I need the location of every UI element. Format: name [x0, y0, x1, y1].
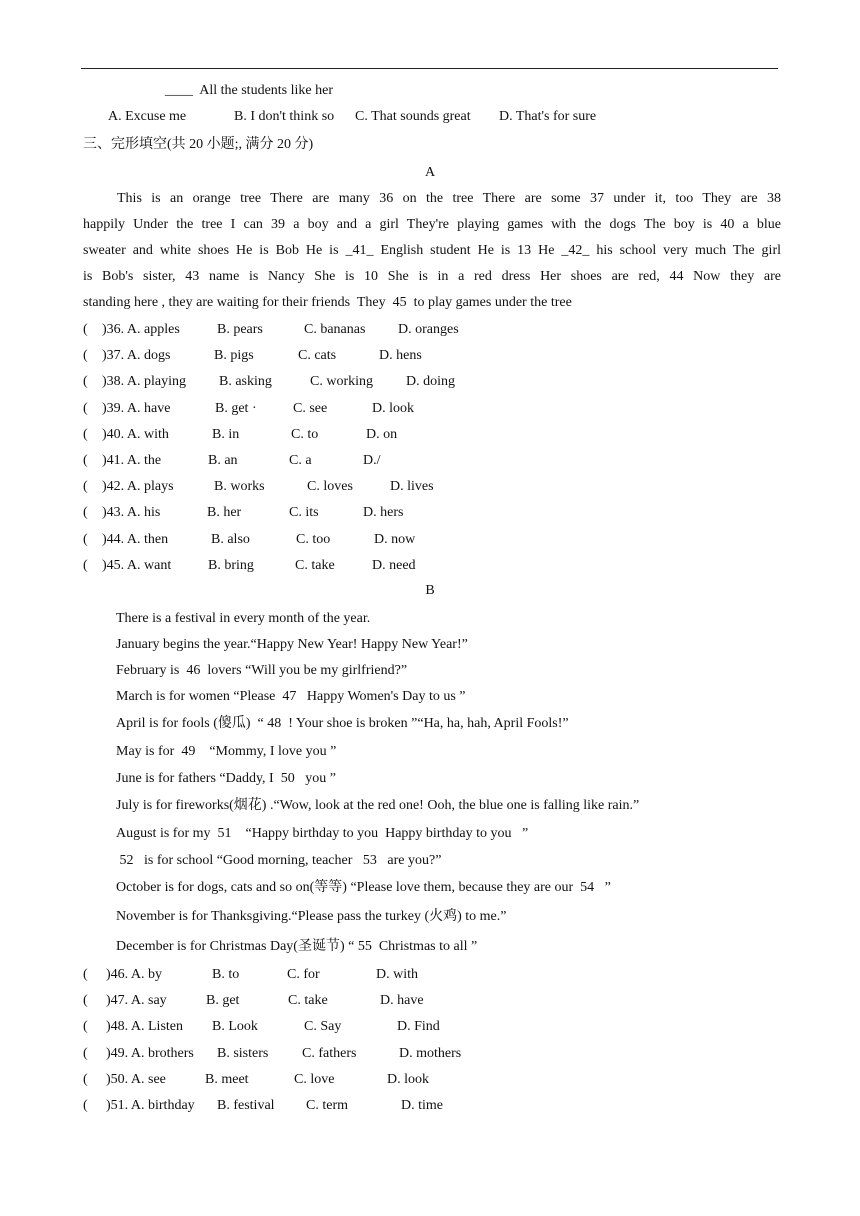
qa-question-1-d: D. hens [379, 348, 422, 364]
section-title: 三、完形填空(共 20 小题;, 满分 20 分) [83, 137, 314, 152]
q35-option-d: D. That's for sure [499, 109, 597, 124]
passage-b-line-9: August is for my 51 “Happy birthday to you Happy birthday to you ” [116, 826, 529, 841]
qb-question-3-num: )49. A. brothers [106, 1045, 194, 1061]
qb-question-4-b: B. meet [205, 1071, 249, 1087]
qa-question-7-c: C. its [289, 505, 319, 521]
qb-question-2-b: B. Look [212, 1019, 258, 1035]
passage-b-line-1: There is a festival in every month of the year. [116, 611, 371, 626]
q35-text: All the students like her [199, 83, 333, 98]
qa-question-0-num: )36. A. apples [102, 322, 180, 337]
qa-question-1-b: B. pigs [214, 348, 254, 364]
qa-question-8-c: C. too [296, 531, 331, 547]
qb-question-1-d: D. have [380, 993, 424, 1009]
qa-question-2-b: B. asking [219, 374, 272, 390]
qb-question-3-b: B. sisters [217, 1045, 269, 1061]
q35-option-c: C. That sounds great [355, 109, 471, 124]
passage-a-line-5: standing here , they are waiting for their friends They 45 to play games under the tree [83, 295, 572, 310]
passage-b-line-4: March is for women “Please 47 Happy Women's Day to us ” [116, 689, 466, 704]
passage-a-label: A [424, 165, 436, 180]
qa-paren-6: ( [83, 479, 88, 495]
qb-question-1-num: )47. A. say [106, 993, 167, 1009]
qb-question-5-num: )51. A. birthday [106, 1098, 195, 1113]
q35-option-b: B. I don't think so [234, 109, 335, 124]
passage-b-line-13: December is for Christmas Day(圣诞节) “ 55 Christmas to all ” [116, 939, 478, 954]
q35-blank: ____ [165, 83, 193, 98]
qb-question-2-c: C. Say [304, 1019, 342, 1035]
qa-question-3-num: )39. A. have [102, 400, 171, 416]
qb-question-2-num: )48. A. Listen [106, 1019, 183, 1035]
qb-paren-1: ( [83, 993, 88, 1009]
qb-paren-4: ( [83, 1071, 88, 1087]
qa-question-9-c: C. take [295, 557, 335, 573]
qa-question-1-num: )37. A. dogs [102, 348, 171, 364]
qa-paren-5: ( [83, 453, 88, 468]
qa-question-2-c: C. working [310, 374, 373, 390]
q35-line [165, 82, 333, 100]
qa-question-4-num: )40. A. with [102, 426, 169, 442]
qa-paren-3: ( [83, 400, 88, 416]
qa-question-3-b: B. get · [215, 400, 257, 416]
qa-question-5-c: C. a [289, 453, 312, 468]
passage-a-line-4: is Bob's sister, 43 name is Nancy She is 10 She is in a red dress Her shoes are red, 44 Now they are [83, 269, 781, 284]
qa-question-0-b: B. pears [217, 322, 263, 337]
passage-b-line-5: April is for fools (傻瓜) “ 48 ! Your shoe is broken ”“Ha, ha, hah, April Fools!” [116, 716, 569, 731]
qa-question-3-d: D. look [372, 400, 414, 416]
passage-b-line-6: May is for 49 “Mommy, I love you ” [116, 744, 337, 759]
qa-question-9-num: )45. A. want [102, 557, 172, 573]
qa-paren-7: ( [83, 505, 88, 521]
qa-question-5-b: B. an [208, 453, 238, 468]
qa-paren-0: ( [83, 322, 88, 337]
qb-question-0-num: )46. A. by [106, 967, 162, 982]
qa-question-6-b: B. works [214, 479, 265, 495]
qa-question-4-d: D. on [366, 426, 398, 442]
qa-question-6-c: C. loves [307, 479, 353, 495]
qa-question-8-b: B. also [211, 531, 250, 547]
passage-b-line-2: January begins the year.“Happy New Year! Happy New Year!” [116, 637, 468, 652]
qb-question-5-b: B. festival [217, 1098, 275, 1113]
qb-question-4-c: C. love [294, 1071, 335, 1087]
qb-question-0-d: D. with [376, 967, 418, 982]
qa-question-6-num: )42. A. plays [102, 479, 174, 495]
passage-b-line-11: October is for dogs, cats and so on(等等) “Please love them, because they are our 54 ” [116, 880, 611, 895]
passage-b-line-3: February is 46 lovers “Will you be my girlfriend?” [116, 663, 408, 678]
qa-question-2-d: D. doing [406, 374, 455, 390]
qa-question-4-c: C. to [291, 426, 319, 442]
qb-paren-3: ( [83, 1045, 88, 1061]
qa-question-9-b: B. bring [208, 557, 254, 573]
qa-question-8-d: D. now [374, 531, 416, 547]
qa-paren-4: ( [83, 426, 88, 442]
qb-question-3-c: C. fathers [302, 1045, 357, 1061]
passage-a-line-2: happily Under the tree I can 39 a boy and a girl They're playing games with the dogs The boy is 40 a blue [83, 217, 781, 232]
passage-b-line-8: July is for fireworks(烟花) .“Wow, look at the red one! Ooh, the blue one is falling like rain.” [116, 798, 640, 813]
qb-question-4-d: D. look [387, 1071, 429, 1087]
qa-question-0-c: C. bananas [304, 322, 366, 337]
passage-b-line-12: November is for Thanksgiving.“Please pass the turkey (火鸡) to me.” [116, 909, 507, 924]
qb-question-5-c: C. term [306, 1098, 348, 1113]
passage-a-line-3: sweater and white shoes He is Bob He is _41_ English student He is 13 He _42_ his school very much The girl [83, 243, 781, 258]
qa-question-5-num: )41. A. the [102, 453, 162, 468]
qa-question-7-d: D. hers [363, 505, 404, 521]
qa-question-8-num: )44. A. then [102, 531, 169, 547]
q35-option-a: A. Excuse me [108, 109, 187, 124]
qb-question-0-c: C. for [287, 967, 320, 982]
qa-question-4-b: B. in [212, 426, 240, 442]
qa-question-9-d: D. need [372, 557, 416, 573]
qa-question-6-d: D. lives [390, 479, 434, 495]
qb-paren-5: ( [83, 1098, 88, 1113]
qa-question-7-num: )43. A. his [102, 505, 161, 521]
qa-question-0-d: D. oranges [398, 322, 459, 337]
qa-paren-9: ( [83, 557, 88, 573]
qa-question-1-c: C. cats [298, 348, 337, 364]
qa-question-3-c: C. see [293, 400, 328, 416]
qa-paren-8: ( [83, 531, 88, 547]
qb-question-1-b: B. get [206, 993, 240, 1009]
qa-question-2-num: )38. A. playing [102, 374, 186, 390]
qb-question-1-c: C. take [288, 993, 328, 1009]
qb-question-0-b: B. to [212, 967, 240, 982]
qb-question-4-num: )50. A. see [106, 1071, 166, 1087]
qa-question-7-b: B. her [207, 505, 242, 521]
passage-b-line-10: 52 is for school “Good morning, teacher 53 are you?” [116, 853, 442, 868]
qb-question-2-d: D. Find [397, 1019, 440, 1035]
passage-a-line-1: This is an orange tree There are many 36 on the tree There are some 37 under it, too They are 38 [117, 191, 781, 206]
qa-paren-2: ( [83, 374, 88, 390]
qb-question-5-d: D. time [401, 1098, 443, 1113]
passage-b-label: B [425, 583, 435, 598]
qa-question-5-d: D./ [363, 453, 381, 468]
qb-paren-0: ( [83, 967, 88, 982]
qa-paren-1: ( [83, 348, 88, 364]
qb-question-3-d: D. mothers [399, 1045, 462, 1061]
passage-b-line-7: June is for fathers “Daddy, I 50 you ” [116, 771, 336, 786]
header-rule [81, 68, 778, 69]
qb-paren-2: ( [83, 1019, 88, 1035]
